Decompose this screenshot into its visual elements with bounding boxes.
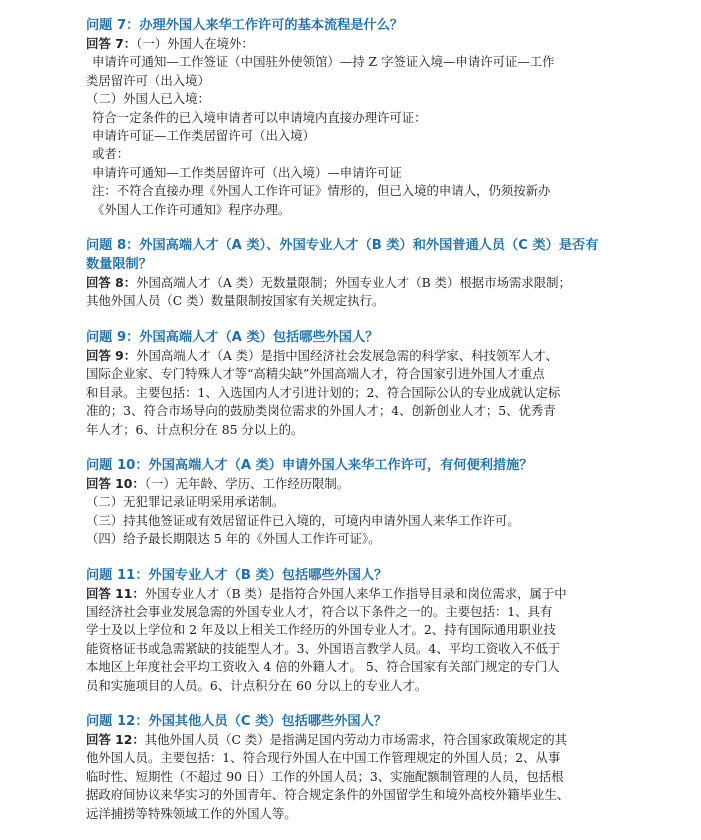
question-heading: 数量限制？ (86, 257, 152, 273)
faq-item-8 (86, 236, 686, 311)
question-heading: 问题 10：外国高端人才（A 类）申请外国人来华工作许可，有何便利措施？ (86, 457, 533, 473)
answer-line: 临时性、短期性（不超过 90 日）工作的外国人员；3、实施配额制管理的人员，包括根 (86, 768, 564, 784)
answer-line: （二）无犯罪记录证明采用承诺制。 (86, 494, 285, 510)
answer-line: 员和实施项目的人员。6、计点积分在 60 分以上的专业人才。 (86, 677, 428, 693)
question-heading: 问题 12：外国其他人员（C 类）包括哪些外国人？ (86, 713, 387, 729)
answer-text: 其他外国人员（C 类）是指满足国内劳动力市场需求，符合国家政策规定的其 (144, 731, 568, 747)
answer-line: 本地区上年度社会平均工资收入 4 倍的外籍人才。 5、符合国家有关部门规定的专门人 (86, 659, 560, 675)
faq-item-9 (86, 328, 686, 439)
answer-line (86, 347, 686, 365)
answer-label: 回答 7： (86, 36, 137, 51)
answer-label: 回答 8： (86, 275, 137, 291)
answer-line: （四）给予最长期限达 5 年的《外国人工作许可证》。 (86, 531, 381, 547)
answer-text: 外国高端人才（A 类）无数量限制；外国专业人才（B 类）根据市场需求限制； (136, 275, 571, 291)
answer-line (86, 731, 686, 749)
answer-line: 年人才；6、计点积分在 85 分以上的。 (86, 421, 304, 437)
answer-line: 《外国人工作许可通知》程序办理。 (92, 201, 291, 217)
answer-text: 外国专业人才（B 类）是指符合外国人来华工作指导目录和岗位需求，属于中 (144, 585, 567, 601)
answer-line: 申请许可通知—工作签证（中国驻外使领馆）—持 Z 字签证入境—申请许可证—工作 (92, 54, 555, 70)
answer-line: 他外国人员。主要包括：1、符合现行外国人在中国工作管理规定的外国人员；2、从事 (86, 750, 561, 766)
question-heading: 问题 7：办理外国人来华工作许可的基本流程是什么？ (86, 18, 404, 33)
answer-line: 注：不符合直接办理《外国人工作许可证》情形的，但已入境的申请人，仍须按新办 (92, 183, 551, 199)
faq-item-11 (86, 566, 686, 695)
answer-line: 和目录。主要包括：1、入选国内人才引进计划的；2、符合国际公认的专业成就认定标 (86, 384, 561, 400)
answer-line: 申请许可证—工作类居留许可（出入境） (92, 128, 316, 144)
answer-line: （二）外国人已入境： (86, 91, 210, 107)
faq-item-12 (86, 712, 686, 823)
answer-line: 或者： (92, 146, 130, 162)
answer-line: 类居留许可（出入境） (86, 72, 210, 88)
question-heading: 问题 8：外国高端人才（A 类）、外国专业人才（B 类）和外国普通人员（C 类）是否有 (86, 238, 599, 254)
answer-label: 回答 12： (86, 731, 145, 747)
answer-label: 回答 9： (86, 347, 137, 363)
answer-line: 据政府间协议来华实习的外国青年、符合规定条件的外国留学生和境外高校外籍毕业生、 (86, 787, 570, 803)
answer-line (86, 585, 686, 603)
answer-text: 外国高端人才（A 类）是指中国经济社会发展急需的科学家、科技领军人才、 (136, 347, 558, 363)
faq-item-7 (86, 16, 686, 219)
answer-line (86, 35, 686, 53)
question-heading: 问题 9：外国高端人才（A 类）包括哪些外国人？ (86, 329, 379, 345)
faq-document (86, 16, 686, 840)
answer-line: 国经济社会事业发展急需的外国专业人才，符合以下条件之一的。主要包括：1、具有 (86, 603, 553, 619)
answer-line: 国际企业家、专门特殊人才等“高精尖缺”外国高端人才，符合国家引进外国人才重点 (86, 366, 545, 382)
answer-line: 申请许可通知—工作类居留许可（出入境）—申请许可证 (92, 164, 402, 180)
answer-line (86, 274, 686, 292)
answer-line: 其他外国人员（C 类）数量限制按国家有关规定执行。 (86, 293, 385, 309)
answer-line (86, 475, 686, 493)
answer-line: （三）持其他签证或有效居留证件已入境的，可境内申请外国人来华工作许可。 (86, 512, 520, 528)
answer-line: 准的；3、符合市场导向的鼓励类岗位需求的外国人才；4、创新创业人才；5、优秀青 (86, 403, 556, 419)
answer-line: 学士及以上学位和 2 年及以上相关工作经历的外国专业人才。2、持有国际通用职业技 (86, 622, 556, 638)
answer-line: 远洋捕捞等特殊领域工作的外国人等。 (86, 805, 297, 821)
answer-text: （一）外国人在境外： (136, 36, 254, 51)
answer-label: 回答 10： (86, 475, 145, 491)
answer-line: 能资格证书或急需紧缺的技能型人才。3、外国语言教学人员。4、平均工资收入不低于 (86, 640, 561, 656)
question-heading: 问题 11：外国专业人才（B 类）包括哪些外国人？ (86, 567, 388, 583)
answer-label: 回答 11： (86, 585, 145, 601)
answer-line: 符合一定条件的已入境申请者可以申请境内直接办理许可证： (92, 109, 427, 125)
answer-text: （一）无年龄、学历、工作经历限制。 (144, 475, 350, 491)
faq-item-10 (86, 456, 686, 549)
